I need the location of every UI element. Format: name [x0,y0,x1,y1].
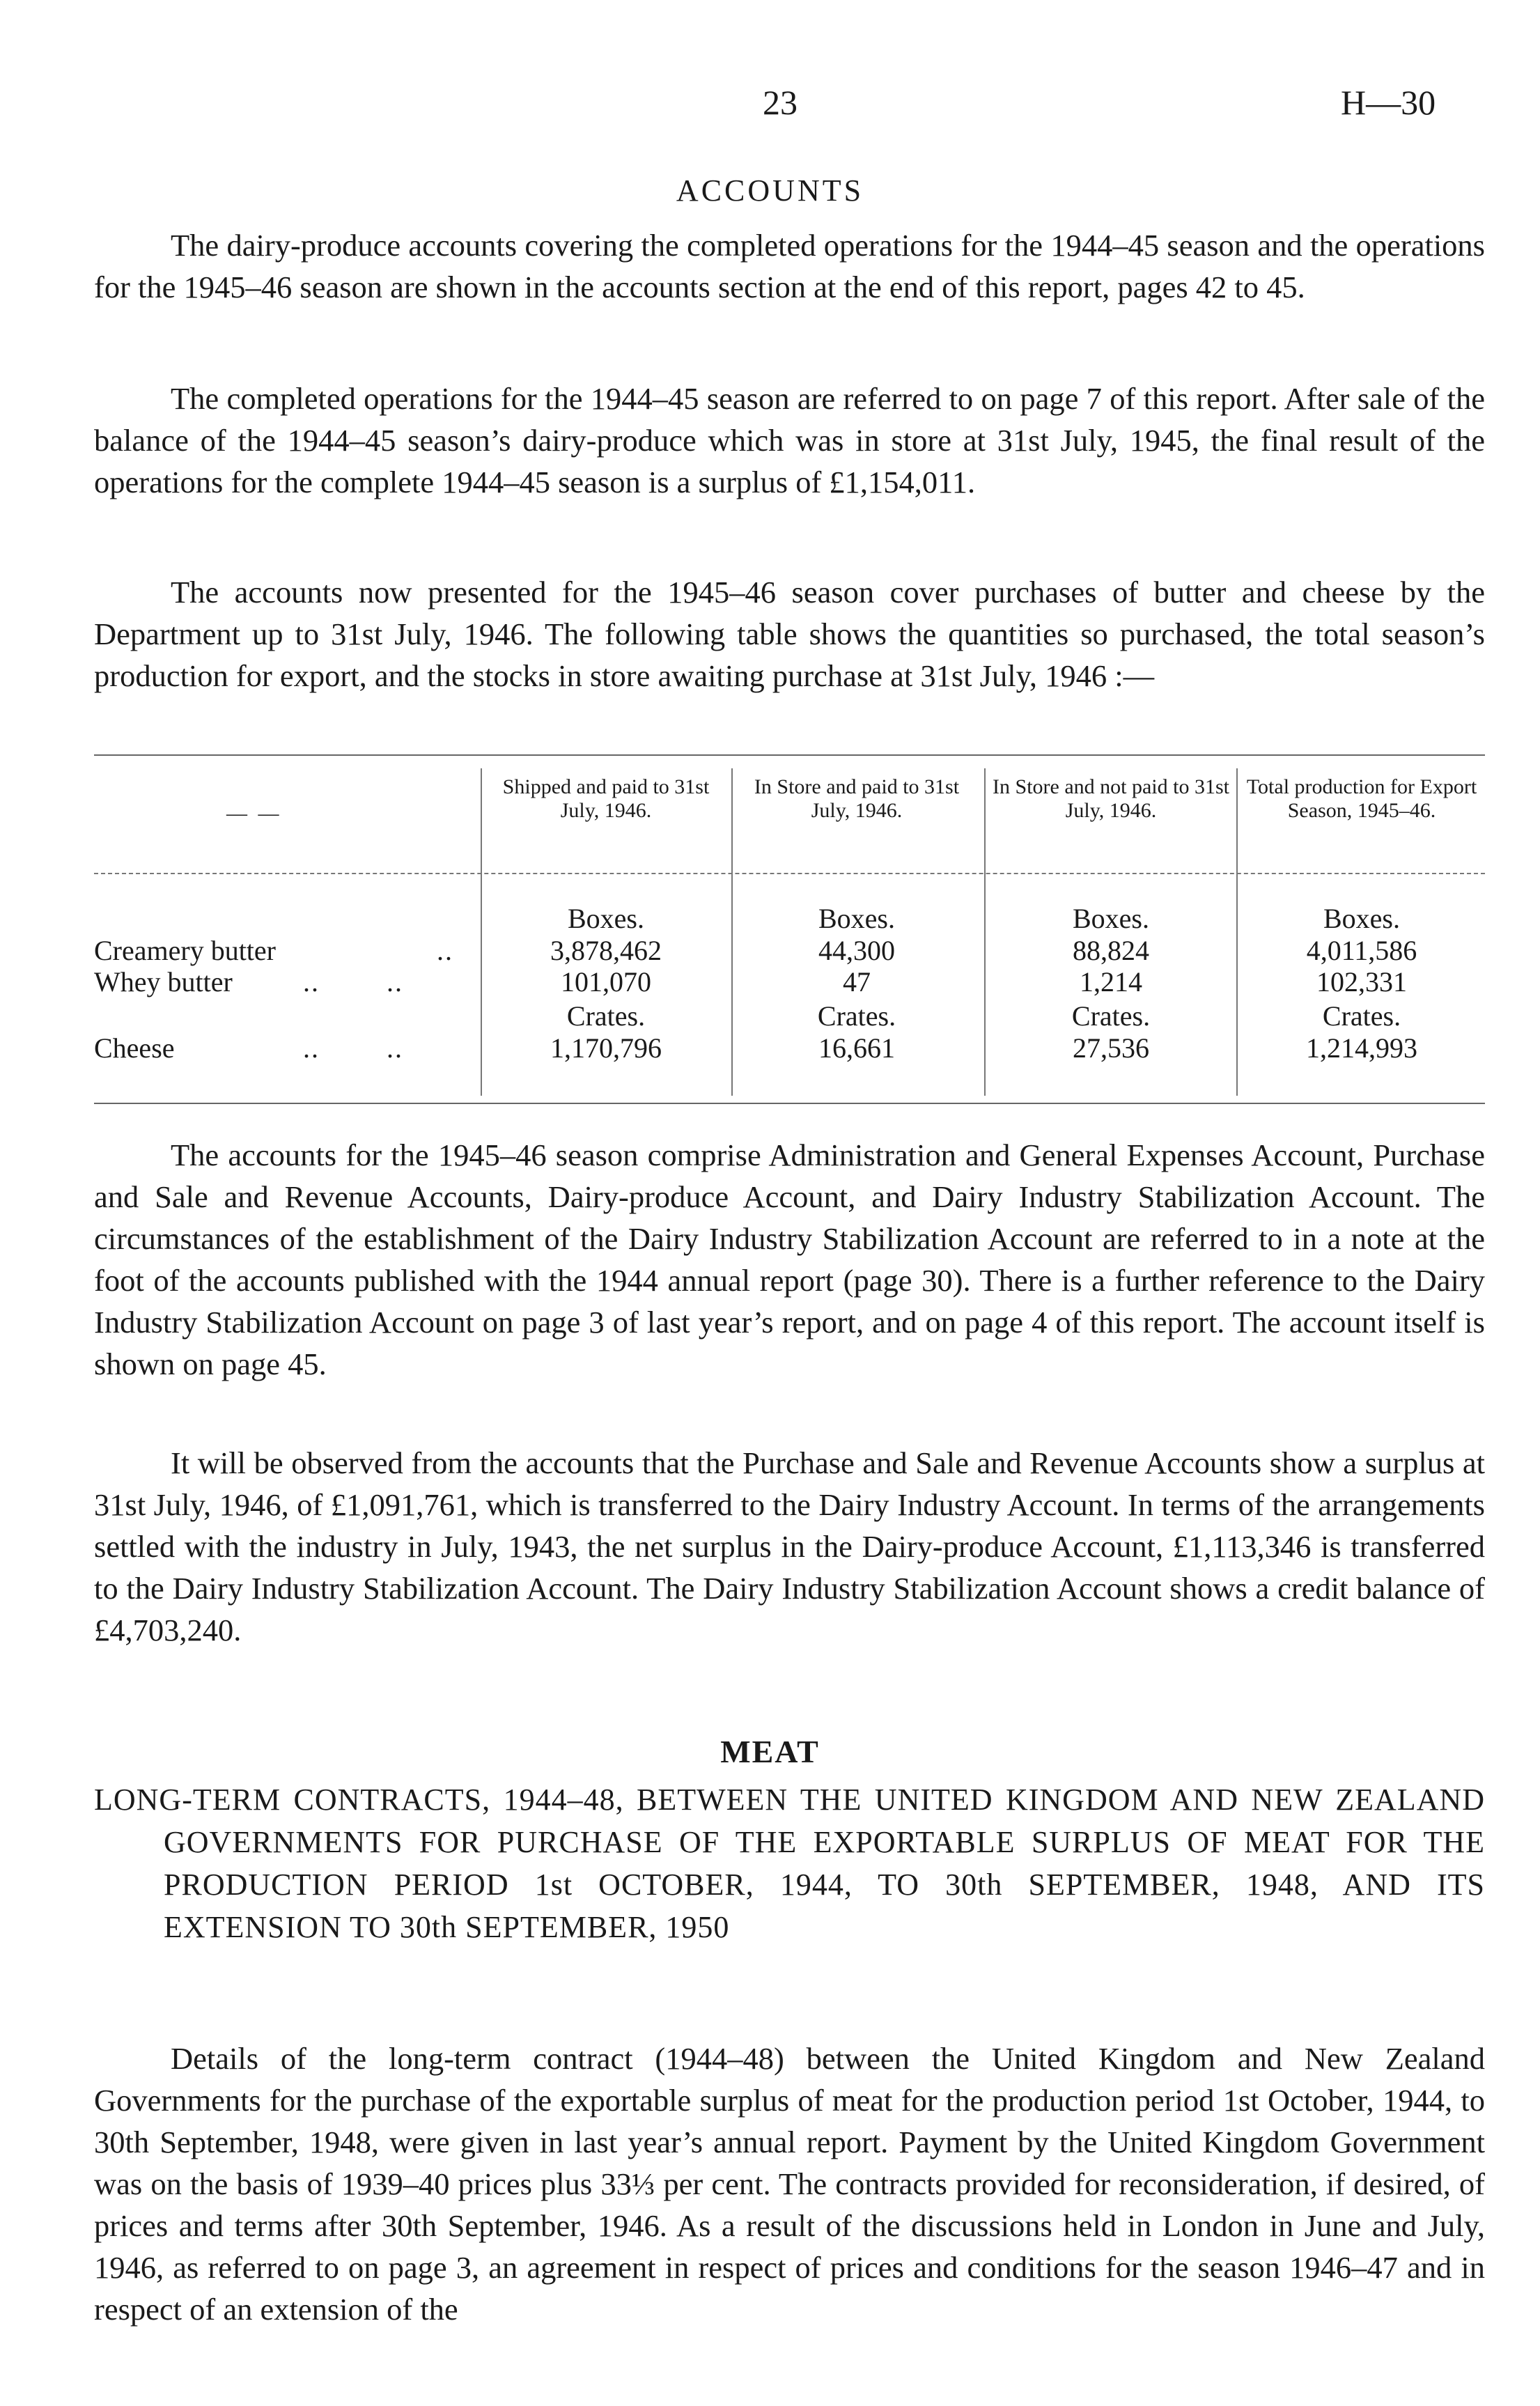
table-cell: 47 [843,966,871,998]
unit-label: Crates. [817,1000,896,1032]
row-label-creamery-butter: Creamery butter [94,935,276,966]
leader-dots: .. .. [303,966,403,998]
unit-label: Boxes. [568,903,644,934]
table-bottom-rule [94,1103,1485,1104]
column-header-in-store-paid: In Store and paid to 31st July, 1946. [754,775,960,822]
table-cell: 1,214,993 [1306,1032,1417,1064]
accounts-paragraph-4: The accounts for the 1945–46 season comprise Administration and General Expenses Account, Purchase and Sale and Revenue Accounts, Dairy-produce Account, and Dairy Industry Stabilization Account. The circumstances of the establishment of the Dairy Industry Stabilization Account are referred to in a note at the foot of the accounts published with the 1944 annual report (page 30). There is a further reference to the Dairy Industry Stabilization Account on page 3 of last year’s report, and on page 4 of this report. The account itself is shown on page 45. [94,1138,1485,1381]
document-reference: H—30 [1341,83,1436,122]
column-divider [731,768,733,1096]
unit-label: Boxes. [1073,903,1149,934]
column-header-in-store-not-paid: In Store and not paid to 31st July, 1946. [993,775,1229,822]
column-header-total-production: Total production for Export Season, 1945–46. [1246,775,1477,822]
meat-heading: MEAT [720,1734,820,1769]
row-label-cheese: Cheese [94,1032,175,1064]
column-divider [481,768,482,1096]
accounts-title: ACCOUNTS [676,173,864,208]
column-header-shipped: Shipped and paid to 31st July, 1946. [502,775,710,822]
accounts-paragraph-1: The dairy-produce accounts covering the completed operations for the 1944–45 season and the operations for the 1945–46 season are shown in the accounts section at the end of this report, pages 42 to 45. [94,228,1485,304]
table-cell: 27,536 [1073,1032,1149,1064]
contract-heading: LONG-TERM CONTRACTS, 1944–48, BETWEEN THE UNITED KINGDOM AND NEW ZEALAND GOVERNMENTS FOR PURCHASE OF THE EXPORTABLE SURPLUS OF MEAT FOR THE PRODUCTION PERIOD 1st OCTOBER, 1944, TO 30th SEPTEMBER, 1948, AND ITS EXTENSION TO 30th SEPTEMBER, 1950 [94,1783,1485,1944]
leader-dots: .. [437,935,453,966]
accounts-paragraph-3: The accounts now presented for the 1945–46 season cover purchases of butter and cheese by the Department up to 31st July, 1946. The following table shows the quantities so purchased, the total season’s production for export, and the stocks in store awaiting purchase at 31st July, 1946 :— [94,575,1485,693]
leader-dots: .. .. [303,1032,403,1064]
table-top-rule [94,754,1485,756]
column-divider [984,768,986,1096]
table-cell: 1,214 [1080,966,1142,998]
accounts-paragraph-2: The completed operations for the 1944–45 season are referred to on page 7 of this report. After sale of the balance of the 1944–45 season’s dairy-produce which was in store at 31st July, 1945, the final result of the operations for the complete 1944–45 season is a surplus of £1,154,011. [94,381,1485,499]
unit-label: Boxes. [1323,903,1400,934]
page-number: 23 [763,83,798,122]
table-header-rule [94,873,1485,874]
accounts-paragraph-5: It will be observed from the accounts that the Purchase and Sale and Revenue Accounts show a surplus at 31st July, 1946, of £1,091,761, which is transferred to the Dairy Industry Account. In terms of the arrangements settled with the industry in July, 1943, the net surplus in the Dairy-produce Account, £1,113,346 is transferred to the Dairy Industry Stabilization Account. The Dairy Industry Stabilization Account shows a credit balance of £4,703,240. [94,1445,1485,1647]
table-cell: 3,878,462 [550,935,662,966]
column-divider [1236,768,1238,1096]
meat-paragraph: Details of the long-term contract (1944–48) between the United Kingdom and New Zealand Governments for the purchase of the exportable surplus of meat for the production period 1st October, 1944, to 30th September, 1948, were given in last year’s annual report. Payment by the United Kingdom Government was on the basis of 1939–40 prices plus 33⅓ per cent. The contracts provided for reconsideration, if desired, of prices and terms after 30th September, 1946. As a result of the discussions held in London in June and July, 1946, as referred to on page 3, an agreement in respect of prices and conditions for the season 1946–47 and in respect of an extension of the [94,2041,1485,2327]
table-cell: 1,170,796 [550,1032,662,1064]
unit-label: Boxes. [818,903,895,934]
table-cell: 88,824 [1073,935,1149,966]
unit-label: Crates. [1071,1000,1151,1032]
row-label-whey-butter: Whey butter [94,966,233,998]
unit-label: Crates. [1322,1000,1401,1032]
table-cell: 4,011,586 [1306,935,1417,966]
table-cell: 44,300 [818,935,895,966]
table-cell: 101,070 [561,966,651,998]
table-cell: 16,661 [818,1032,895,1064]
unit-label: Crates. [566,1000,646,1032]
stub-header: — — [226,802,282,825]
table-cell: 102,331 [1316,966,1407,998]
dairy-quantities-table [94,754,1485,1104]
